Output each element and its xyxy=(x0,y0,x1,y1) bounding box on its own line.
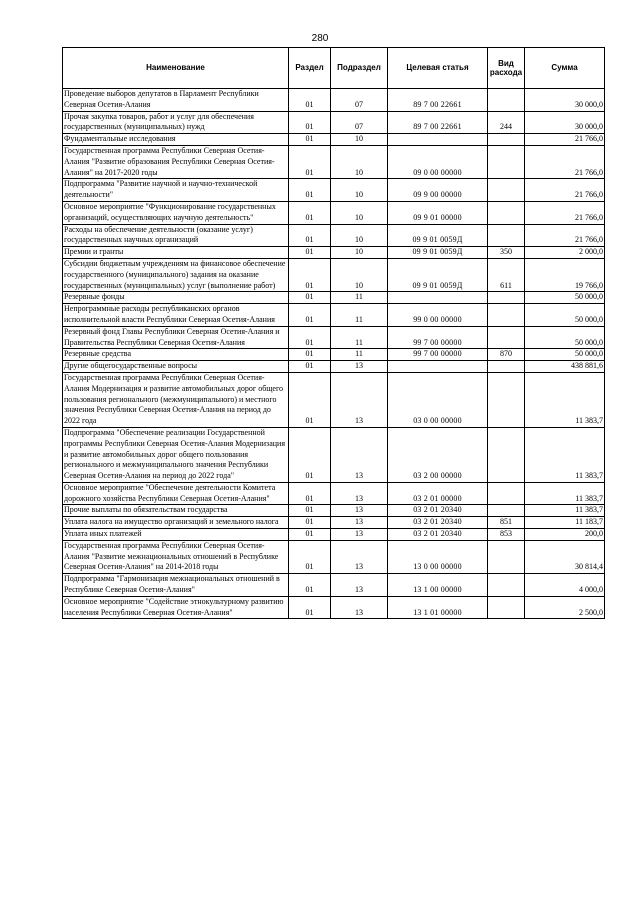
row-subsection: 11 xyxy=(331,349,388,361)
row-sum: 4 000,0 xyxy=(525,574,605,597)
row-expense-type xyxy=(488,372,525,427)
row-name: Государственная программа Республики Северная Осетия-Алания "Развитие межнациональных отношений в Республике Северная Осетия-Алания" на 2014-2018 годы xyxy=(63,540,289,573)
row-expense-type xyxy=(488,145,525,178)
row-name: Основное мероприятие "Функционирование государственных организаций, осуществляющих научную деятельность" xyxy=(63,201,289,224)
row-subsection: 13 xyxy=(331,372,388,427)
row-subsection: 10 xyxy=(331,179,388,202)
page-number: 280 xyxy=(311,33,329,44)
row-sum: 11 383,7 xyxy=(525,372,605,427)
row-expense-type: 244 xyxy=(488,111,525,134)
row-subsection: 13 xyxy=(331,482,388,505)
row-section: 01 xyxy=(289,134,331,146)
row-name: Расходы на обеспечение деятельности (оказание услуг) государственных научных организаций xyxy=(63,224,289,247)
row-name: Основное мероприятие "Обеспечение деятельности Комитета дорожного хозяйства Республики Северная Осетия-Алания" xyxy=(63,482,289,505)
row-section: 01 xyxy=(289,292,331,304)
table-row xyxy=(63,134,605,146)
row-subsection: 10 xyxy=(331,134,388,146)
table-row xyxy=(63,179,605,202)
row-target: 03 2 00 00000 xyxy=(388,427,488,482)
header-name: Наименование xyxy=(63,48,289,89)
row-expense-type: 350 xyxy=(488,247,525,259)
row-expense-type xyxy=(488,179,525,202)
row-section: 01 xyxy=(289,247,331,259)
header-expense-type: Вид расхода xyxy=(488,48,525,89)
row-subsection: 13 xyxy=(331,596,388,619)
row-sum: 50 000,0 xyxy=(525,292,605,304)
row-target: 03 2 01 00000 xyxy=(388,482,488,505)
row-section: 01 xyxy=(289,349,331,361)
row-target: 09 9 00 00000 xyxy=(388,179,488,202)
table-row xyxy=(63,349,605,361)
row-subsection: 13 xyxy=(331,529,388,541)
table-row xyxy=(63,482,605,505)
row-name: Резервные средства xyxy=(63,349,289,361)
row-sum: 11 383,7 xyxy=(525,482,605,505)
table-header-row xyxy=(63,48,605,89)
row-expense-type xyxy=(488,304,525,327)
row-subsection: 07 xyxy=(331,89,388,112)
row-section: 01 xyxy=(289,201,331,224)
row-section: 01 xyxy=(289,179,331,202)
table-row xyxy=(63,145,605,178)
row-target xyxy=(388,134,488,146)
row-subsection: 11 xyxy=(331,326,388,349)
table-row xyxy=(63,304,605,327)
row-sum: 21 766,0 xyxy=(525,145,605,178)
row-subsection: 13 xyxy=(331,540,388,573)
row-name: Уплата налога на имущество организаций и земельного налога xyxy=(63,517,289,529)
row-name: Фундаментальные исследования xyxy=(63,134,289,146)
row-name: Субсидии бюджетным учреждениям на финансовое обеспечение государственного (муниципального) задания на оказание государственных (муниципальных) услуг (выполнение работ) xyxy=(63,258,289,291)
row-target: 13 1 01 00000 xyxy=(388,596,488,619)
row-subsection: 10 xyxy=(331,224,388,247)
row-target: 09 9 01 0059Д xyxy=(388,258,488,291)
row-sum: 50 000,0 xyxy=(525,349,605,361)
row-subsection: 10 xyxy=(331,258,388,291)
row-target: 13 1 00 00000 xyxy=(388,574,488,597)
row-target: 99 7 00 00000 xyxy=(388,349,488,361)
row-target: 89 7 00 22661 xyxy=(388,111,488,134)
row-expense-type xyxy=(488,224,525,247)
row-expense-type xyxy=(488,201,525,224)
row-name: Прочие выплаты по обязательствам государства xyxy=(63,505,289,517)
row-target: 89 7 00 22661 xyxy=(388,89,488,112)
row-sum: 438 881,6 xyxy=(525,361,605,373)
row-name: Резервные фонды xyxy=(63,292,289,304)
row-section: 01 xyxy=(289,361,331,373)
row-section: 01 xyxy=(289,145,331,178)
row-expense-type xyxy=(488,427,525,482)
table-row xyxy=(63,258,605,291)
header-subsection: Подраздел xyxy=(331,48,388,89)
row-subsection: 10 xyxy=(331,247,388,259)
row-section: 01 xyxy=(289,427,331,482)
row-sum: 200,0 xyxy=(525,529,605,541)
row-target: 99 0 00 00000 xyxy=(388,304,488,327)
row-name: Государственная программа Республики Северная Осетия-Алания Модернизация и развитие автомобильных дорог общего пользования регионального (межмуниципального) и местного значения Республики Северная Осетия-Алания на период до 2022 года xyxy=(63,372,289,427)
row-sum: 21 766,0 xyxy=(525,224,605,247)
row-sum: 11 383,7 xyxy=(525,427,605,482)
row-subsection: 11 xyxy=(331,304,388,327)
row-expense-type xyxy=(488,134,525,146)
row-target: 03 2 01 20340 xyxy=(388,517,488,529)
table-row xyxy=(63,111,605,134)
header-section: Раздел xyxy=(289,48,331,89)
row-section: 01 xyxy=(289,517,331,529)
table-row xyxy=(63,596,605,619)
row-target: 99 7 00 00000 xyxy=(388,326,488,349)
table-row xyxy=(63,326,605,349)
row-expense-type: 611 xyxy=(488,258,525,291)
row-sum: 30 814,4 xyxy=(525,540,605,573)
row-target: 09 0 00 00000 xyxy=(388,145,488,178)
table-row xyxy=(63,89,605,112)
row-expense-type xyxy=(488,361,525,373)
row-section: 01 xyxy=(289,224,331,247)
row-expense-type xyxy=(488,326,525,349)
row-sum: 2 000,0 xyxy=(525,247,605,259)
row-subsection: 11 xyxy=(331,292,388,304)
table-row xyxy=(63,247,605,259)
row-sum: 21 766,0 xyxy=(525,179,605,202)
row-section: 01 xyxy=(289,326,331,349)
row-sum: 30 000,0 xyxy=(525,89,605,112)
row-sum: 21 766,0 xyxy=(525,201,605,224)
row-sum: 21 766,0 xyxy=(525,134,605,146)
row-sum: 19 766,0 xyxy=(525,258,605,291)
row-section: 01 xyxy=(289,258,331,291)
row-expense-type xyxy=(488,596,525,619)
table-row xyxy=(63,529,605,541)
row-subsection: 13 xyxy=(331,427,388,482)
row-subsection: 13 xyxy=(331,517,388,529)
table-row xyxy=(63,361,605,373)
row-sum: 11 383,7 xyxy=(525,505,605,517)
row-target xyxy=(388,361,488,373)
table-row xyxy=(63,517,605,529)
row-sum: 2 500,0 xyxy=(525,596,605,619)
table-row xyxy=(63,292,605,304)
row-section: 01 xyxy=(289,596,331,619)
row-section: 01 xyxy=(289,505,331,517)
row-name: Подпрограмма "Гармонизация межнациональных отношений в Республике Северная Осетия-Алания" xyxy=(63,574,289,597)
row-name: Проведение выборов депутатов в Парламент Республики Северная Осетия-Алания xyxy=(63,89,289,112)
row-subsection: 13 xyxy=(331,574,388,597)
row-section: 01 xyxy=(289,529,331,541)
header-target: Целевая статья xyxy=(388,48,488,89)
row-expense-type xyxy=(488,574,525,597)
row-name: Подпрограмма "Развитие научной и научно-технической деятельности" xyxy=(63,179,289,202)
row-expense-type xyxy=(488,482,525,505)
row-expense-type xyxy=(488,505,525,517)
row-subsection: 13 xyxy=(331,505,388,517)
row-name: Другие общегосударственные вопросы xyxy=(63,361,289,373)
row-section: 01 xyxy=(289,372,331,427)
row-section: 01 xyxy=(289,89,331,112)
row-section: 01 xyxy=(289,111,331,134)
row-expense-type xyxy=(488,540,525,573)
row-name: Премии и гранты xyxy=(63,247,289,259)
row-subsection: 10 xyxy=(331,201,388,224)
row-expense-type xyxy=(488,89,525,112)
row-expense-type: 853 xyxy=(488,529,525,541)
table-row xyxy=(63,574,605,597)
row-subsection: 07 xyxy=(331,111,388,134)
table-row xyxy=(63,505,605,517)
row-target: 03 2 01 20340 xyxy=(388,505,488,517)
table-row xyxy=(63,540,605,573)
row-target xyxy=(388,292,488,304)
row-section: 01 xyxy=(289,540,331,573)
row-sum: 11 183,7 xyxy=(525,517,605,529)
row-name: Резервный фонд Главы Республики Северная Осетия-Алания и Правительства Республики Северная Осетия-Алания xyxy=(63,326,289,349)
row-expense-type: 851 xyxy=(488,517,525,529)
row-target: 09 9 01 0059Д xyxy=(388,247,488,259)
header-sum: Сумма xyxy=(525,48,605,89)
table-row xyxy=(63,201,605,224)
row-name: Непрограммные расходы республиканских органов исполнительной власти Республики Северная Осетия-Алания xyxy=(63,304,289,327)
table-body xyxy=(63,89,605,619)
row-section: 01 xyxy=(289,304,331,327)
row-target: 03 0 00 00000 xyxy=(388,372,488,427)
table-row xyxy=(63,427,605,482)
row-section: 01 xyxy=(289,574,331,597)
row-target: 03 2 01 20340 xyxy=(388,529,488,541)
row-sum: 50 000,0 xyxy=(525,304,605,327)
row-name: Подпрограмма "Обеспечение реализации Государственной программы Республики Северная Осетия-Алания Модернизация и развитие автомобильных дорог общего пользования регионального и межмуниципального значения Республики Северная Осетия-Алания на период до 2022 года" xyxy=(63,427,289,482)
row-target: 09 9 01 00000 xyxy=(388,201,488,224)
row-expense-type xyxy=(488,292,525,304)
row-target: 13 0 00 00000 xyxy=(388,540,488,573)
table-row xyxy=(63,372,605,427)
row-section: 01 xyxy=(289,482,331,505)
row-sum: 30 000,0 xyxy=(525,111,605,134)
row-expense-type: 870 xyxy=(488,349,525,361)
row-name: Государственная программа Республики Северная Осетия-Алания "Развитие образования Республики Северная Осетия-Алания" на 2017-2020 годы xyxy=(63,145,289,178)
row-target: 09 9 01 0059Д xyxy=(388,224,488,247)
row-subsection: 13 xyxy=(331,361,388,373)
row-sum: 50 000,0 xyxy=(525,326,605,349)
row-name: Основное мероприятие "Содействие этнокультурному развитию населения Республики Северная Осетия-Алания" xyxy=(63,596,289,619)
row-name: Прочая закупка товаров, работ и услуг для обеспечения государственных (муниципальных) нужд xyxy=(63,111,289,134)
row-name: Уплата иных платежей xyxy=(63,529,289,541)
budget-table xyxy=(62,47,605,619)
row-subsection: 10 xyxy=(331,145,388,178)
table-row xyxy=(63,224,605,247)
